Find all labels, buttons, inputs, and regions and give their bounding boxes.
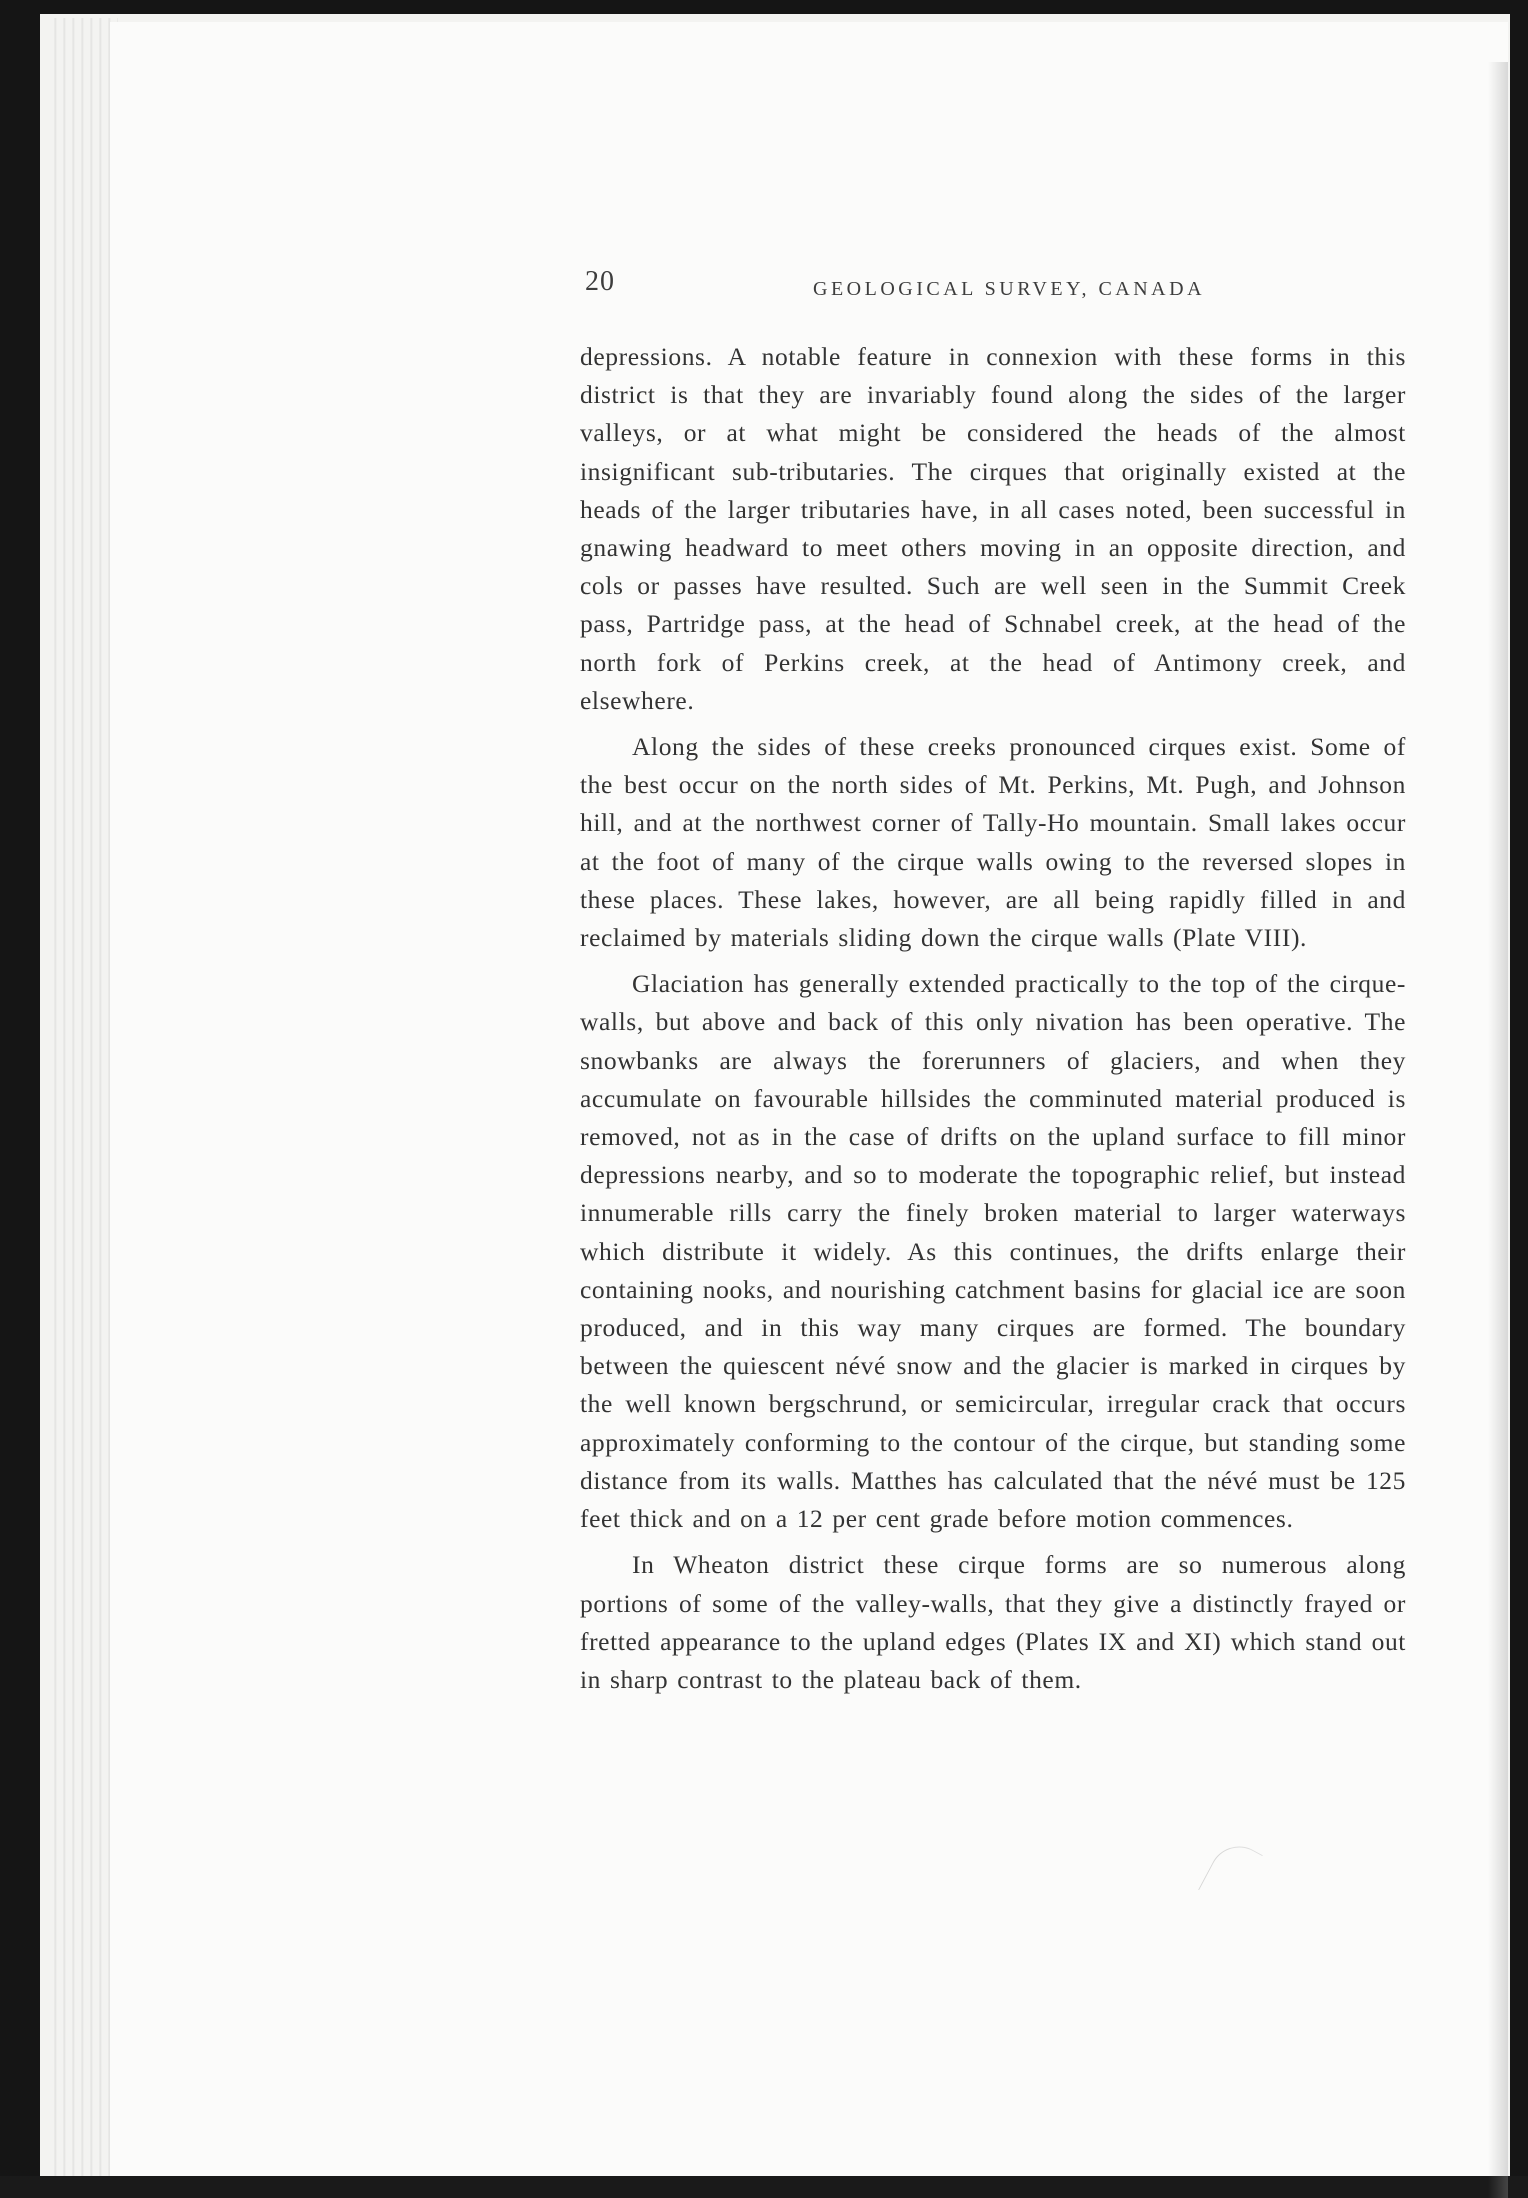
paragraph: depressions. A notable feature in connexion with these forms in this district is that they are invariably found along the sides of the larger valleys, or at what might be considered the heads of the almost insignificant sub-tributaries. The cirques that originally existed at the heads of the larger tributaries have, in all cases noted, been successful in gnawing headward to meet others moving in an opposite direction, and cols or passes have resulted. Such are well seen in the Summit Creek pass, Partridge pass, at the head of Schnabel creek, at the head of the north fork of Perkins creek, at the head of Antimony creek, and elsewhere.: [580, 342, 1406, 715]
paragraph: Along the sides of these creeks pronounced cirques exist. Some of the best occur on the north sides of Mt. Perkins, Mt. Pugh, and Johnson hill, and at the northwest corner of Tally-Ho mountain. Small lakes occur at the foot of many of the cirque walls owing to the reversed slopes in these places. These lakes, however, are all being rapidly filled in and reclaimed by materials sliding down the cirque walls (Plate VIII).: [580, 732, 1406, 953]
page-gutter-shadow: [1488, 62, 1508, 2198]
running-head: GEOLOGICAL SURVEY, CANADA: [813, 278, 1206, 300]
page-number: 20: [585, 266, 615, 297]
stacked-page-edges: [48, 18, 118, 2176]
paragraph: Glaciation has generally extended practically to the top of the cirque-walls, but above and back of this only nivation has been operative. The snowbanks are always the forerunners of glaciers, and when they accumulate on favourable hillsides the comminuted material produced is removed, not as in the case of drifts on the upland surface to fill minor depressions nearby, and so to moderate the topographic relief, but instead innumerable rills carry the finely broken material to larger waterways which distribute it widely. As this continues, the drifts enlarge their containing nooks, and nourishing catchment basins for glacial ice are soon produced, and in this way many cirques are formed. The boundary between the quiescent névé snow and the glacier is marked in cirques by the well known bergschrund, or semicircular, irregular crack that occurs approximately conforming to the contour of the cirque, but standing some distance from its walls. Matthes has calculated that the névé must be 125 feet thick and on a 12 per cent grade before motion commences.: [580, 969, 1406, 1534]
page-header: [585, 266, 1405, 314]
paragraph: In Wheaton district these cirque forms are so numerous along portions of some of the valley-walls, that they give a distinctly frayed or fretted appearance to the upland edges (Plates IX and XI) which stand out in sharp contrast to the plateau back of them.: [580, 1550, 1406, 1694]
paper-crease-mark: [1198, 1836, 1263, 1909]
body-text: [580, 338, 1406, 1707]
